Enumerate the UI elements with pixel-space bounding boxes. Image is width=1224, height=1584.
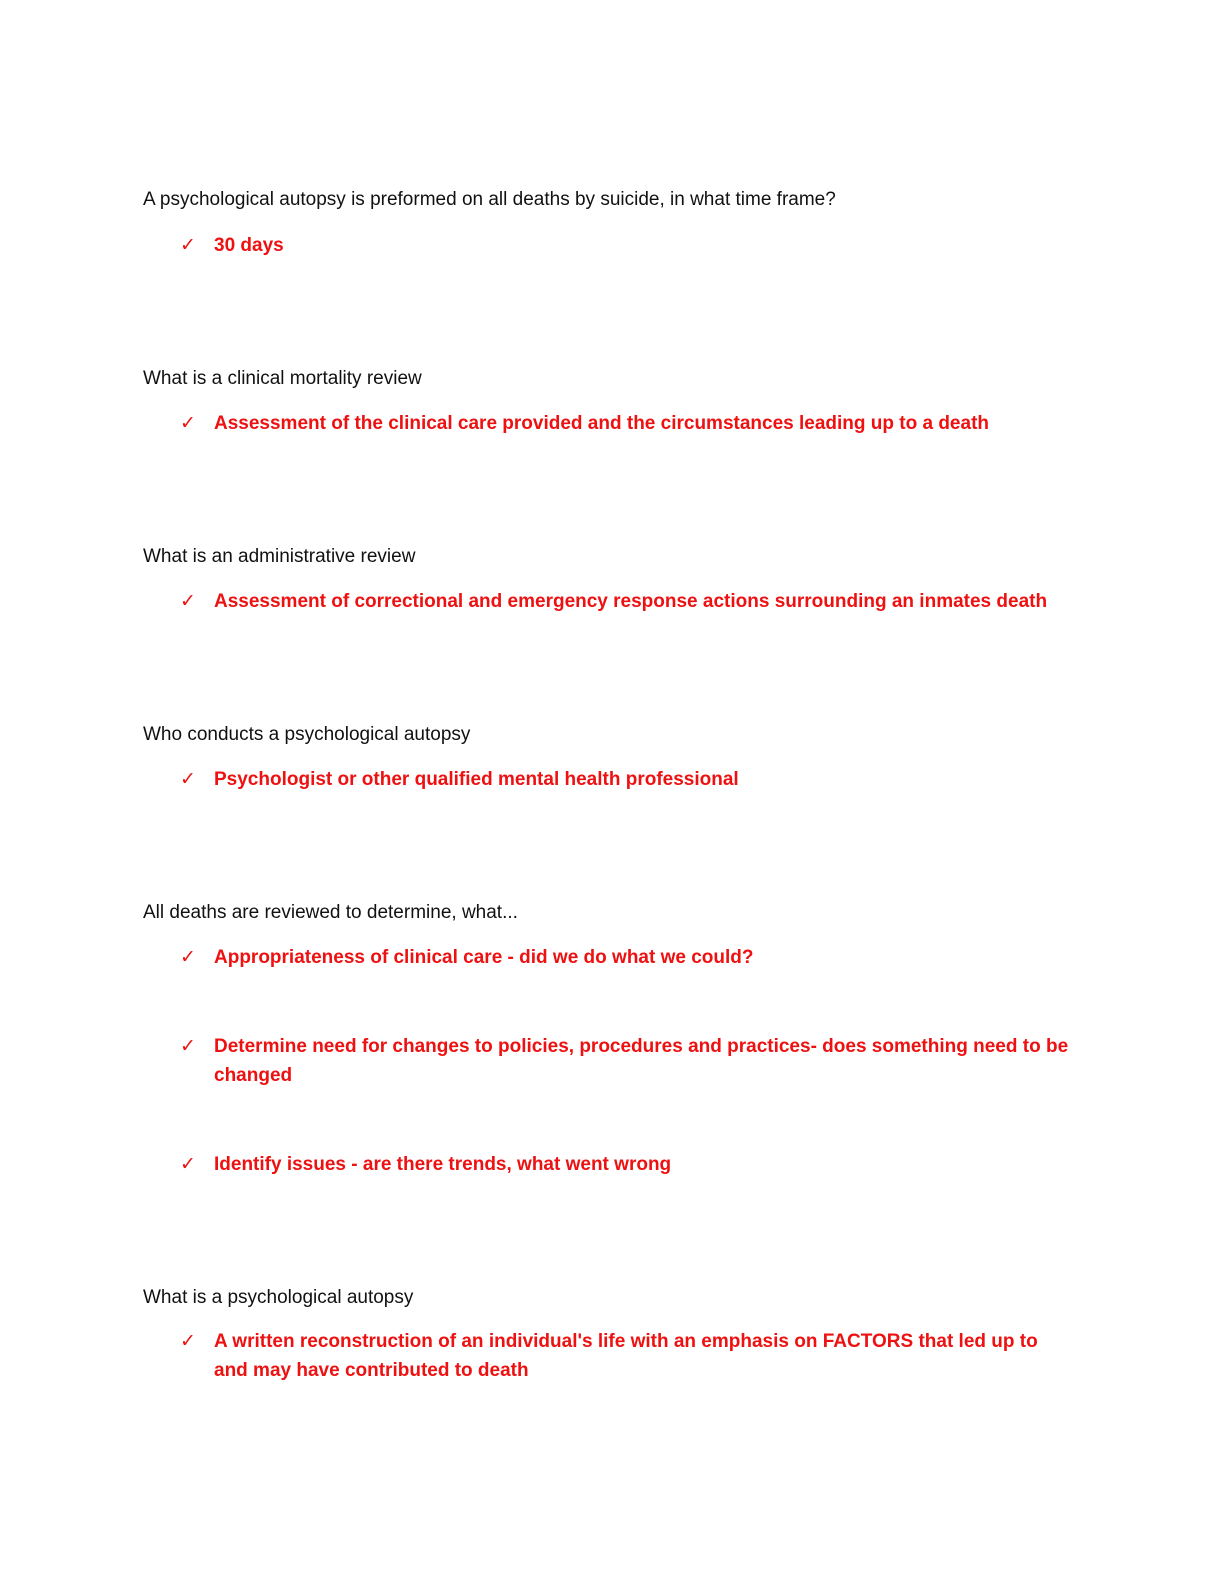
question-text: All deaths are reviewed to determine, what... [143,902,518,923]
answer-text: Assessment of correctional and emergency response actions surrounding an inmates death [214,591,1048,612]
answer-item [180,765,1080,794]
question-text: What is a clinical mortality review [143,368,422,389]
answer-item [180,587,1080,616]
answer-item [180,1032,1080,1090]
checkmark-icon: ✓ [180,590,196,612]
answer-item [180,943,1080,972]
checkmark-icon: ✓ [180,946,196,968]
answer-text: Identify issues - are there trends, what went wrong [214,1154,672,1175]
answer-text: Appropriateness of clinical care - did we do what we could? [214,947,754,968]
checkmark-icon: ✓ [180,1035,196,1057]
checkmark-icon: ✓ [180,234,196,256]
answer-text: A written reconstruction of an individual's life with an emphasis on FACTORS that led up to and may have contributed to death [214,1331,1038,1381]
answer-text: 30 days [214,235,284,256]
question-text: What is a psychological autopsy [143,1287,414,1308]
question-text: What is an administrative review [143,546,416,567]
answer-item [180,1327,1080,1385]
answer-text: Determine need for changes to policies, procedures and practices- does something need to be changed [214,1036,1069,1086]
question-text: A psychological autopsy is preformed on all deaths by suicide, in what time frame? [143,189,836,210]
checkmark-icon: ✓ [180,768,196,790]
checkmark-icon: ✓ [180,412,196,434]
answer-item [180,1150,1080,1179]
question-text: Who conducts a psychological autopsy [143,724,471,745]
answer-item [180,409,1080,438]
answer-item [180,231,1080,260]
checkmark-icon: ✓ [180,1153,196,1175]
answer-text: Assessment of the clinical care provided and the circumstances leading up to a death [214,413,990,434]
checkmark-icon: ✓ [180,1330,196,1352]
answer-text: Psychologist or other qualified mental health professional [214,769,739,790]
